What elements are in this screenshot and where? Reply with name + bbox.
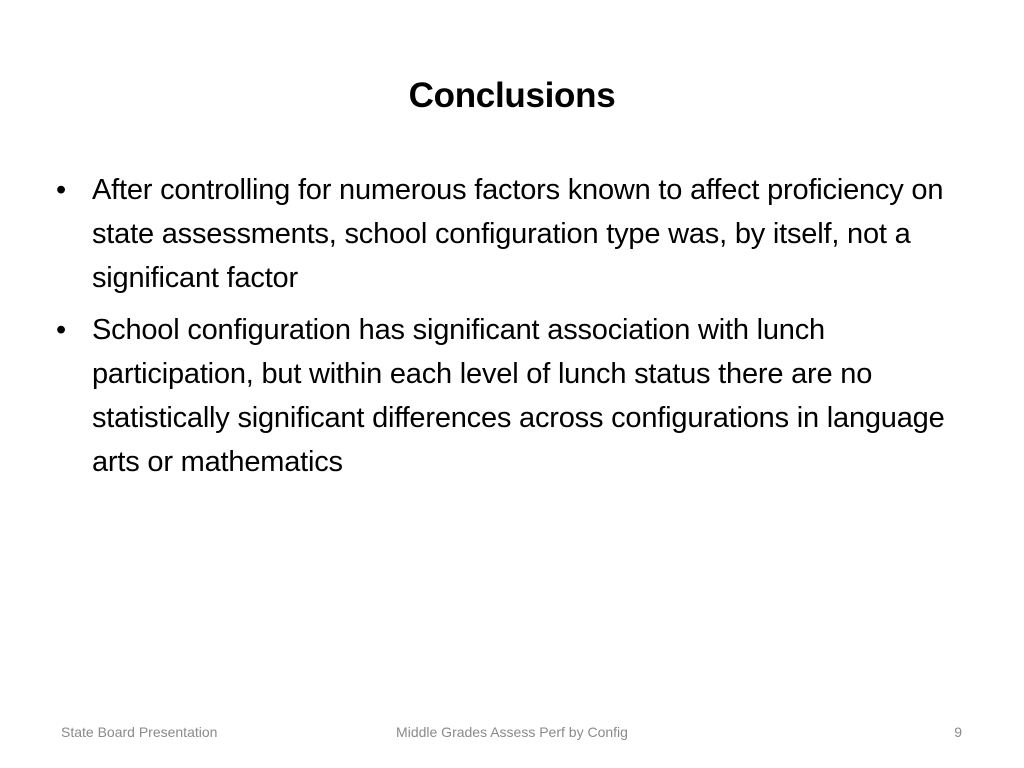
bullet-text: School configuration has significant association with lunch participation, but within each level of lunch status there are no statistically significant differences across configurations in language arts or mathematics [92,314,945,478]
slide-title: Conclusions [408,76,616,115]
bullet-item [50,168,950,300]
bullet-dot-icon: • [56,314,66,346]
footer-center-text: Middle Grades Assess Perf by Config [396,724,628,740]
footer-left-text: State Board Presentation [61,724,218,740]
bullet-text: After controlling for numerous factors known to affect proficiency on state assessments, school configuration type was, by itself, not a significant factor [92,174,944,294]
bullet-item [50,308,950,484]
bullet-dot-icon: • [56,174,66,206]
page-number: 9 [954,724,962,740]
bullet-list [50,168,950,492]
